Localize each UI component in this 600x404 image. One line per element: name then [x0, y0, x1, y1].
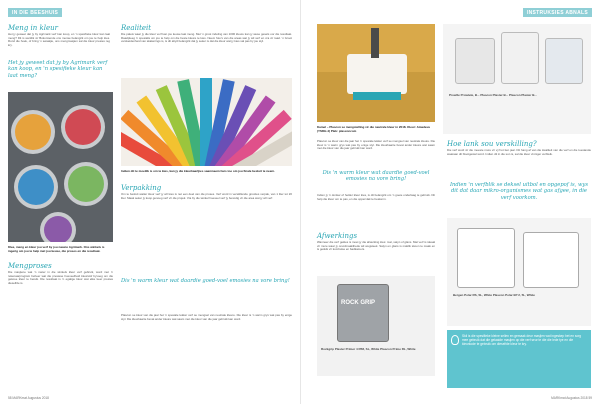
right-page: [300, 0, 600, 404]
verskil-text: Die verf word vir die meeste mure vir vyf tot tien jaar. Dit hang af van die kwaliteit van die verf en die toestande waaraan dit blootgestel word. Indien dit in die son is, sal die kleur vinniger verbleik.: [447, 149, 591, 156]
heading-realiteit: Realiteit: [121, 24, 152, 32]
swatch-caption: Indien dit te moeilik is om te kies, kan jy die kleurkaartjies saamneem huis toe om jou finale besluit te neem.: [121, 170, 275, 173]
heading-verskil: Hoe lank sou verskilling?: [447, 140, 537, 148]
after-quote-text: Indien jy 'n donker of helder kleur kies, is dit belangrik om 'n goeie onderlaag te gebruik. Dit help die kleur om te pas, en die oppervlak te beskerm.: [317, 194, 435, 201]
realiteit-text: Die paleis waar jy die kleur verf kan jou keuse laat meng. Met 'n groot indeling van 1000 kleure kan jy wese gesels oor die resultaat. Raadpleeg 'n spesialis om jou te help om die beste kleure te kies. Neem foto's van die areas wat jy wil verf en vra vir raad. 'n Groot verskeidenheid van skakerings is, is dit altyd belangrik dat jy seker is dat die kleur wat jy kies sal pas by jou styl.: [121, 33, 292, 43]
right-intro-text: Plascon se kleur van die jaar het 'n spesiale lekker verf se mengsel van neutrale kleure. Die kleur is 'n warm grys wat pas by enige styl. Die kleurkaarte bevat ander kleure wat saam met die kleur van die jaar gebruik kan word.: [317, 140, 435, 150]
roller-caption: Kamel – Plascon se mengstelling vir die neutrale kleur in 2018. Kleur: Amadeus (YSDH-4) Plek: plasconcom: [317, 126, 431, 133]
product-bucket-1: [455, 38, 495, 84]
product-shelf-caption: Prowtle Prowtele, B... Plascon Plaster B... Plascon Plaster B...: [449, 94, 537, 97]
tip-box: [447, 330, 591, 388]
photo-caption: Klee, meng en kleur jou verf by jou naaste Agrimark. Ons winkels is ingerig om jou te help met jou keuse, die proses en die resultaat.: [8, 246, 105, 253]
product-bucket-2: [501, 32, 539, 84]
primer-products-photo: [447, 218, 591, 326]
middle-column-text: Plascon se kleur van die jaar het 'n spesiale lekker verf se mengsel van neutrale kleure. Die kleur is 'n warm grys wat pas by enige styl. Die kleurkaarte bevat ander kleure wat saam met die kleur van die jaar gebruik kan word.: [121, 314, 292, 321]
rockgrip-caption: Rockgrip Plaster Primer 4 R58, SL, White Plascon Prime RL, White: [321, 348, 416, 351]
product-bucket-3: [545, 38, 583, 84]
intro-text: Het jy geweet dat jy by Agrimark verf kan koop, en 'n spesifieke kleur kan laat meng? Dit is werklik vir Bokomiende ons mense belangrik om jou te help kies. Rond die hoek, of bring 'n swaatjie, ons mengmasjien sal die kleur presies reg kry.: [8, 33, 110, 47]
afwerkings-text: Wanneer die verf gekies is moet jy die afwerking kies: mat, satyn of glans. Mat verf is ideaal vir mure waar jy onvolmaakthede wil wegsteek. Satyn en glans is maklik skoon te maak en is geskik vir kombuise en badkamers.: [317, 241, 435, 251]
primer-caption: Bergen Polar RS, SL, White Plascon Polar EP 2, 5L, White: [453, 294, 535, 297]
primer-bucket-1: [457, 228, 515, 288]
colour-swatches-photo: [121, 78, 292, 166]
product-shelf-photo: [443, 24, 591, 134]
swatch-fan-illustration: [121, 78, 292, 166]
pull-quote: Het jy geweet dat jy by Agrimark verf kan koop, en 'n spesifieke kleur kan laat meng?: [8, 60, 108, 79]
primer-bucket-2: [523, 232, 579, 288]
verpakking-text: Om te besluit watter kleur verf jy wil kies is net een deel van die proses. Verf word in verskillende groottes verpak, van 1 liter tot 20 liter. Maak seker jy koop genoeg verf vir die projek. Vra by die winkel hoeveel verf jy benodig vir die area wat jy wil verf.: [121, 193, 292, 200]
warm-colour-quote: Dis 'n warm kleur wat daardie goed-voel emosies na vore bring!: [322, 170, 430, 183]
heading-afwerkings: Afwerkings: [317, 232, 358, 240]
section-tag: IN DIE BEESHUIS: [8, 8, 62, 17]
middle-quote: Dis 'n warm kleur wat daardie goed-voel emosies na vore bring!: [121, 278, 290, 284]
mengproses-text: Die masjiene wat 'n meter in die winkels kleur verf gebruik, word met 'n rekenaarprogram beheer wat die presiese hoeveelheid kleurstof byvoeg om die gekose kleur te bereik. Die resultaat is 'n egalige kleur wat elke keer presies dieselfde is.: [8, 271, 113, 285]
heading-mengproses: Mengproses: [8, 262, 52, 270]
heading-meng: Meng in kleur: [8, 24, 58, 32]
roller-illustration: [317, 24, 435, 122]
heading-verpakking: Verpakking: [121, 184, 162, 192]
paint-tins-photo: [8, 92, 113, 242]
paint-tins-illustration: [8, 92, 113, 242]
rockgrip-product-photo: [317, 276, 435, 376]
paint-roller-photo: [317, 24, 435, 122]
lightbulb-icon: [451, 335, 459, 345]
page-footer-left: 58 MARKmat Augustus 2018: [8, 396, 49, 400]
page-footer-right: MARKmat Augustus 2018 59: [551, 396, 592, 400]
rockgrip-bucket: [337, 284, 389, 342]
section-tag-right: INSTRUKSIES ABNALS: [523, 8, 592, 17]
rockgrip-logo: ROCK GRIP: [341, 300, 376, 306]
tip-text: Skil is die spesifieke kleine sellen en gemaak deur masjien wat ingeskep het en sorg mee gebruik dat die gelaaide masjien op die verf seur te die die lede tye en die kleurkode te gebruik om dieselfde kleur te kry.: [462, 334, 582, 346]
mikro-quote: Indien 'n verfblik se deksel uitbol en opgepof is, wys dit dat daar mikro-organismes wat gas afgee, in die verf voorkom.: [449, 182, 589, 201]
